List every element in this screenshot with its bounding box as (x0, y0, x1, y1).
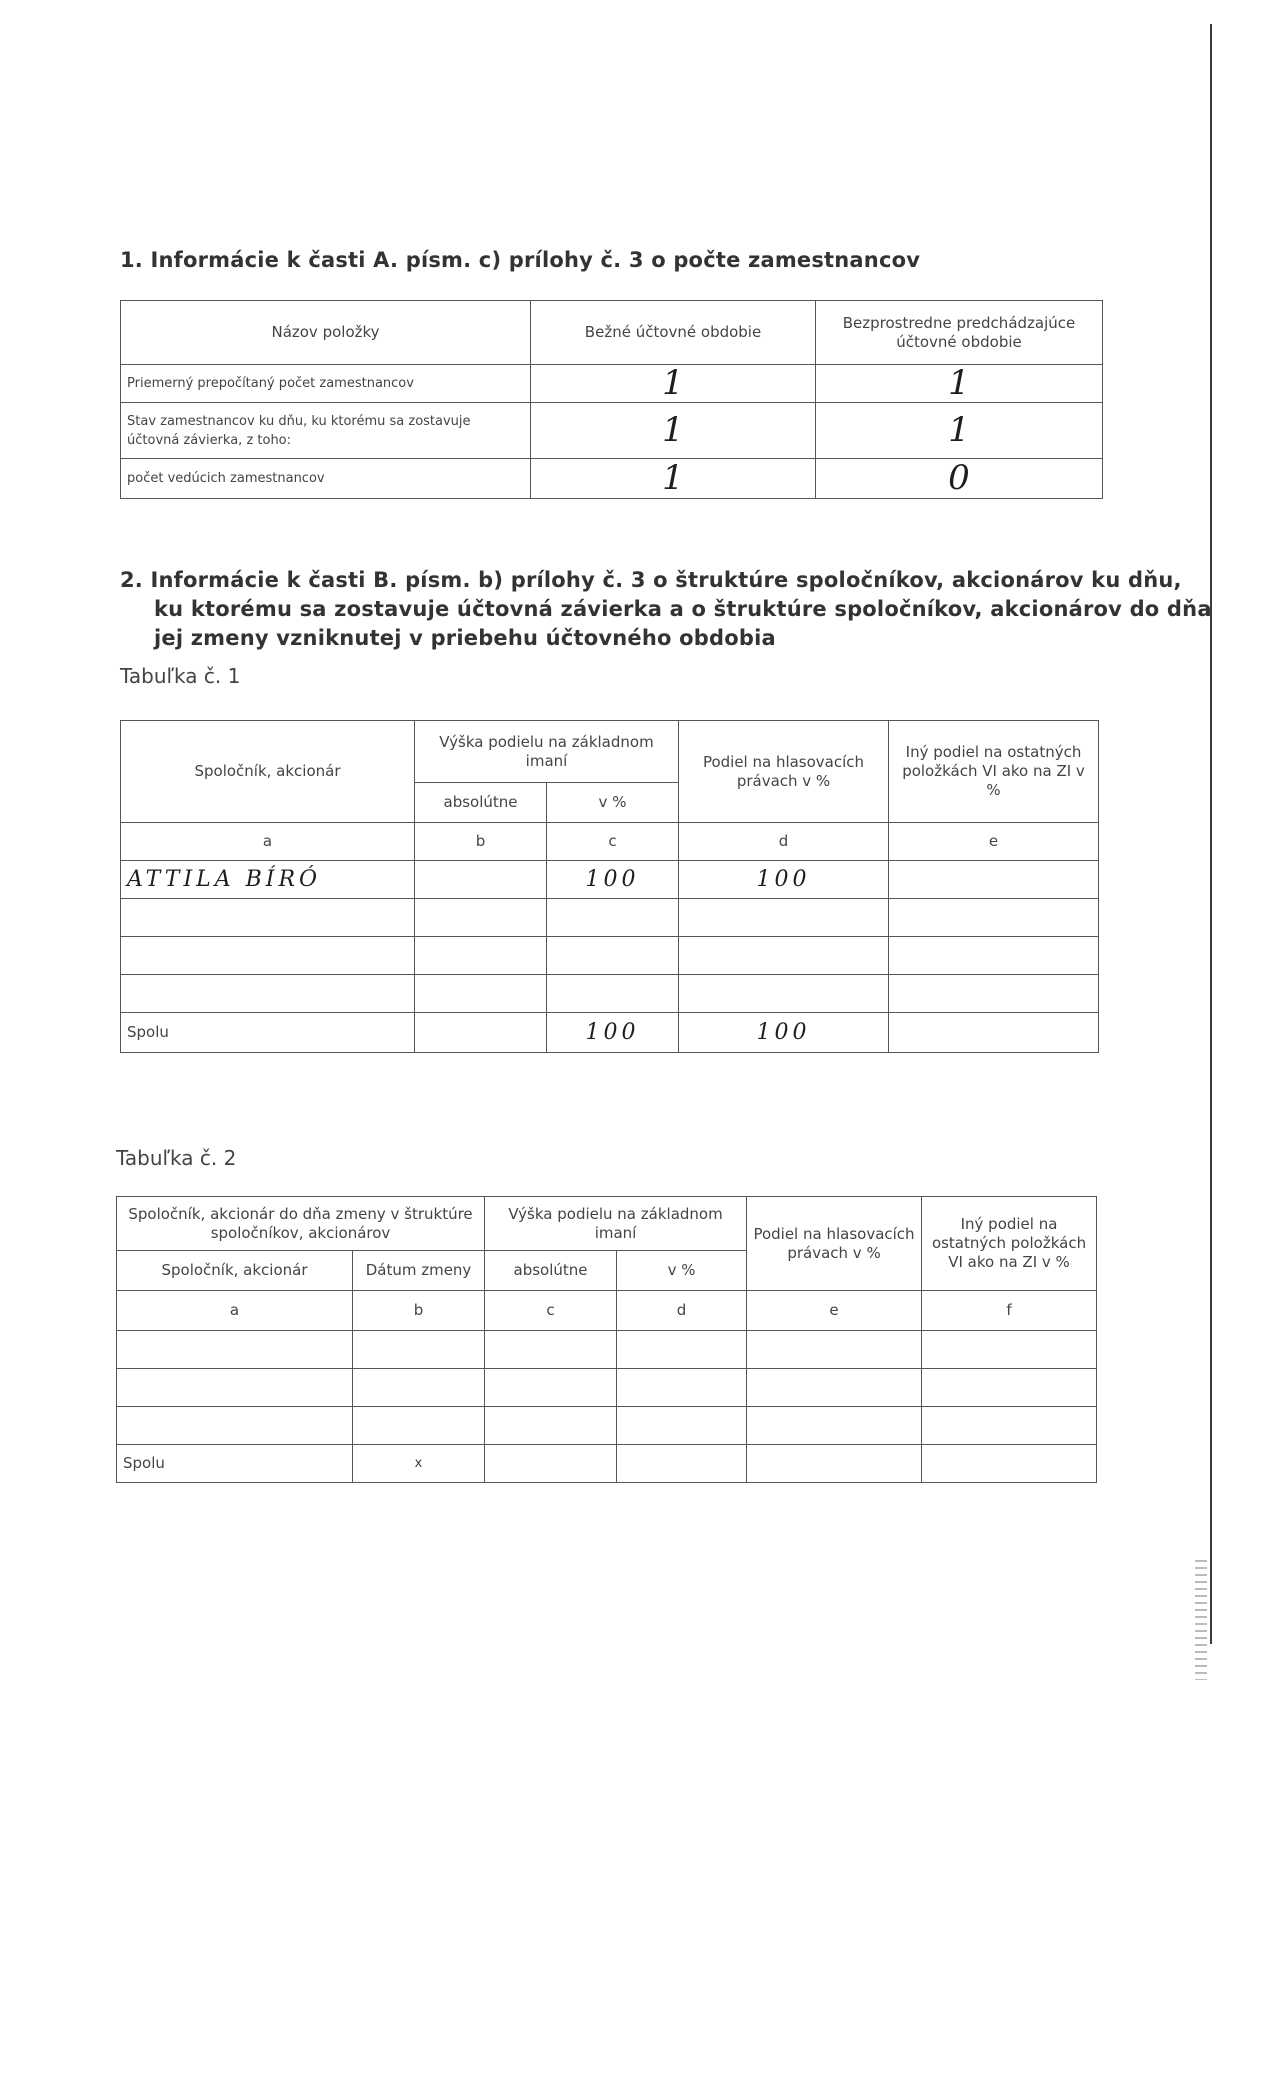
header-percent: v % (617, 1251, 747, 1291)
table-row-empty (117, 1407, 1097, 1445)
table-row (121, 365, 1103, 403)
table-row-empty (117, 1331, 1097, 1369)
section-2-heading-line-3: jej zmeny vzniknutej v priebehu účtovného obdobia (154, 626, 776, 650)
section-2-heading-line-1: 2. Informácie k časti B. písm. b) prílohy č. 3 o štruktúre spoločníkov, akcionárov ku dňu, (120, 568, 1182, 592)
col-letter: e (889, 823, 1099, 861)
header-current-period: Bežné účtovné obdobie (531, 301, 816, 365)
col-letter: b (353, 1291, 485, 1331)
row-current-value: 1 (531, 403, 816, 459)
table-header-row (121, 721, 1099, 783)
partner-other (889, 861, 1099, 899)
table-1-caption: Tabuľka č. 1 (120, 664, 241, 688)
partner-voting: 100 (679, 861, 889, 899)
row-label: počet vedúcich zamestnancov (121, 459, 531, 499)
partner-percent: 100 (547, 861, 679, 899)
table-row (121, 459, 1103, 499)
row-current-value: 1 (531, 365, 816, 403)
row-previous-value: 1 (816, 403, 1103, 459)
total-absolute (415, 1013, 547, 1053)
header-group: Spoločník, akcionár do dňa zmeny v štruktúre spoločníkov, akcionárov (117, 1197, 485, 1251)
row-previous-value: 1 (816, 365, 1103, 403)
col-letter: d (679, 823, 889, 861)
header-previous-period: Bezprostredne predchádzajúce účtovné obdobie (816, 301, 1103, 365)
row-label: Stav zamestnancov ku dňu, ku ktorému sa zostavuje účtovná závierka, z toho: (121, 403, 531, 459)
header-absolute: absolútne (415, 783, 547, 823)
row-previous-value: 0 (816, 459, 1103, 499)
scan-noise (1195, 1560, 1207, 1680)
row-label: Priemerný prepočítaný počet zamestnancov (121, 365, 531, 403)
header-share: Výška podielu na základnom imaní (485, 1197, 747, 1251)
col-letter: e (747, 1291, 922, 1331)
table-row-empty (121, 937, 1099, 975)
header-date: Dátum zmeny (353, 1251, 485, 1291)
header-other: Iný podiel na ostatných položkách VI ako na ZI v % (889, 721, 1099, 823)
total-label: Spolu (117, 1445, 353, 1483)
section-2-heading-line-2: ku ktorému sa zostavuje účtovná závierka a o štruktúre spoločníkov, akcionárov do dňa (154, 597, 1212, 621)
row-current-value: 1 (531, 459, 816, 499)
col-letter: f (922, 1291, 1097, 1331)
table-header-row (117, 1197, 1097, 1251)
scan-edge-line (1210, 24, 1212, 1644)
employees-table (120, 300, 1103, 499)
partners-table-2 (116, 1196, 1097, 1483)
total-voting: 100 (679, 1013, 889, 1053)
col-letter: c (485, 1291, 617, 1331)
header-voting: Podiel na hlasovacích právach v % (679, 721, 889, 823)
header-partner: Spoločník, akcionár (121, 721, 415, 823)
header-percent: v % (547, 783, 679, 823)
column-letters-row (117, 1291, 1097, 1331)
col-letter: a (117, 1291, 353, 1331)
col-letter: c (547, 823, 679, 861)
column-letters-row (121, 823, 1099, 861)
header-absolute: absolútne (485, 1251, 617, 1291)
total-row (121, 1013, 1099, 1053)
total-percent: 100 (547, 1013, 679, 1053)
table-row-empty (121, 975, 1099, 1013)
partners-table-1 (120, 720, 1099, 1053)
table-row (121, 861, 1099, 899)
table-header-row (121, 301, 1103, 365)
header-other: Iný podiel na ostatných položkách VI ako na ZI v % (922, 1197, 1097, 1291)
partner-name: ATTILA BÍRÓ (121, 861, 415, 899)
table-row-empty (117, 1369, 1097, 1407)
section-1-heading: 1. Informácie k časti A. písm. c) prílohy č. 3 o počte zamestnancov (120, 248, 921, 272)
table-2-caption: Tabuľka č. 2 (116, 1146, 237, 1170)
total-other (889, 1013, 1099, 1053)
total-date: x (353, 1445, 485, 1483)
header-share: Výška podielu na základnom imaní (415, 721, 679, 783)
col-letter: d (617, 1291, 747, 1331)
header-voting: Podiel na hlasovacích právach v % (747, 1197, 922, 1291)
header-partner: Spoločník, akcionár (117, 1251, 353, 1291)
total-label: Spolu (121, 1013, 415, 1053)
col-letter: a (121, 823, 415, 861)
partner-absolute (415, 861, 547, 899)
table-row-empty (121, 899, 1099, 937)
total-row (117, 1445, 1097, 1483)
col-letter: b (415, 823, 547, 861)
table-row (121, 403, 1103, 459)
section-2-heading (120, 566, 1212, 653)
header-item-name: Názov položky (121, 301, 531, 365)
